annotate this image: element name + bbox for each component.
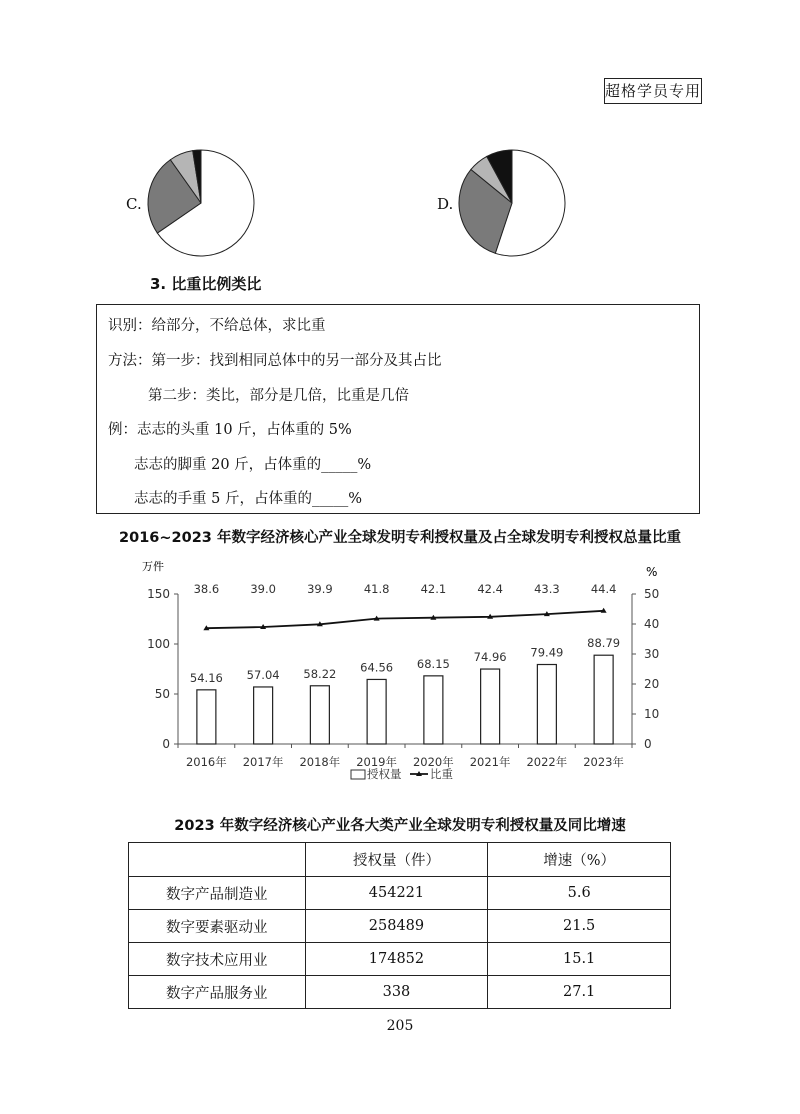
y-right-tick-label: 50 [644, 587, 660, 601]
y-left-tick-label: 150 [147, 587, 170, 601]
table-title: 2023 年数字经济核心产业各大类产业全球发明专利授权量及同比增速 [174, 818, 626, 834]
bar [197, 690, 216, 744]
legend-line-label: 比重 [430, 767, 453, 781]
bar [537, 665, 556, 744]
table-cell-growth: 21.5 [488, 910, 671, 943]
x-tick-label: 2023年 [583, 755, 625, 769]
student-only-badge: 超格学员专用 [604, 78, 702, 104]
table-row [129, 877, 671, 910]
y-left-tick-label: 100 [147, 637, 170, 651]
table-cell-category: 数字产品制造业 [129, 877, 306, 910]
section-title: 3. 比重比例类比 [150, 275, 262, 293]
ratio-data-label: 42.4 [477, 582, 503, 596]
x-tick-label: 2016年 [185, 755, 227, 769]
example-hand-line: 志志的手重 5 斤，占体重的_____% [134, 491, 362, 507]
method-box [96, 304, 700, 514]
bar-data-label: 68.15 [416, 656, 450, 671]
table-header-row [129, 843, 671, 877]
page-number: 205 [386, 1018, 414, 1034]
table-cell-growth: 15.1 [488, 943, 671, 976]
table-row [129, 943, 671, 976]
y-left-tick-label: 0 [162, 737, 170, 751]
x-tick-label: 2019年 [356, 755, 398, 769]
x-tick-label: 2017年 [242, 755, 284, 769]
example-foot-line: 志志的脚重 20 斤，占体重的_____% [134, 457, 372, 473]
ratio-data-label: 39.0 [250, 582, 276, 596]
patent-category-table [128, 842, 671, 1009]
bar [367, 679, 386, 744]
pie-chart-d [457, 148, 567, 258]
bar-data-label: 64.56 [360, 660, 394, 675]
y-axis-left-label: 万件 [142, 560, 164, 573]
bar-data-label: 58.22 [303, 666, 337, 681]
bar-data-label: 79.49 [530, 645, 564, 660]
y-right-tick-label: 30 [644, 647, 660, 661]
bar [254, 687, 273, 744]
bar-data-label: 74.96 [473, 650, 507, 665]
table-row [129, 976, 671, 1009]
y-right-tick-label: 10 [644, 707, 660, 721]
bar [310, 686, 329, 744]
ratio-data-label: 39.9 [307, 582, 333, 596]
y-right-tick-label: 40 [644, 617, 660, 631]
bar [424, 676, 443, 744]
method-step2-line: 第二步：类比，部分是几倍，比重是几倍 [148, 388, 409, 404]
y-left-tick-label: 50 [154, 687, 170, 701]
ratio-data-label: 42.1 [420, 582, 447, 596]
pie-chart-c [146, 148, 256, 258]
table-cell-growth: 5.6 [488, 877, 671, 910]
option-d-label: D. [437, 195, 454, 213]
patent-combo-chart [120, 558, 680, 792]
y-right-tick-label: 0 [644, 737, 652, 751]
ratio-data-label: 41.8 [363, 582, 390, 596]
table-cell-category: 数字技术应用业 [129, 943, 306, 976]
table-header-category [129, 843, 306, 877]
table-header-growth: 增速（%） [488, 843, 671, 877]
x-tick-label: 2020年 [412, 755, 454, 769]
table-cell-count: 338 [305, 976, 488, 1009]
bar-data-label: 57.04 [246, 667, 280, 682]
identify-line: 识别：给部分，不给总体，求比重 [108, 318, 326, 334]
y-right-tick-label: 20 [644, 677, 660, 691]
table-cell-count: 454221 [305, 877, 488, 910]
legend-bar-label: 授权量 [367, 767, 402, 781]
table-cell-category: 数字产品服务业 [129, 976, 306, 1009]
x-tick-label: 2022年 [526, 755, 568, 769]
table-row [129, 910, 671, 943]
table-cell-count: 258489 [305, 910, 488, 943]
table-cell-category: 数字要素驱动业 [129, 910, 306, 943]
bar-data-label: 88.79 [587, 636, 621, 651]
bar [481, 669, 500, 744]
example-intro-line: 例：志志的头重 10 斤，占体重的 5% [108, 422, 352, 438]
y-axis-right-label: % [646, 565, 658, 579]
legend-bar-swatch [351, 770, 365, 779]
table-header-count: 授权量（件） [305, 843, 488, 877]
chart-title: 2016~2023 年数字经济核心产业全球发明专利授权量及占全球发明专利授权总量比重 [119, 530, 681, 546]
method-step1-line: 方法：第一步：找到相同总体中的另一部分及其占比 [108, 353, 442, 369]
table-cell-count: 174852 [305, 943, 488, 976]
ratio-data-label: 43.3 [534, 582, 560, 596]
option-c-label: C. [126, 195, 142, 213]
x-tick-label: 2018年 [299, 755, 341, 769]
bar-data-label: 54.16 [189, 670, 223, 685]
x-tick-label: 2021年 [469, 755, 511, 769]
ratio-data-label: 38.6 [193, 582, 220, 596]
table-cell-growth: 27.1 [488, 976, 671, 1009]
ratio-line [206, 611, 603, 628]
ratio-data-label: 44.4 [590, 582, 617, 596]
bar [594, 655, 613, 744]
